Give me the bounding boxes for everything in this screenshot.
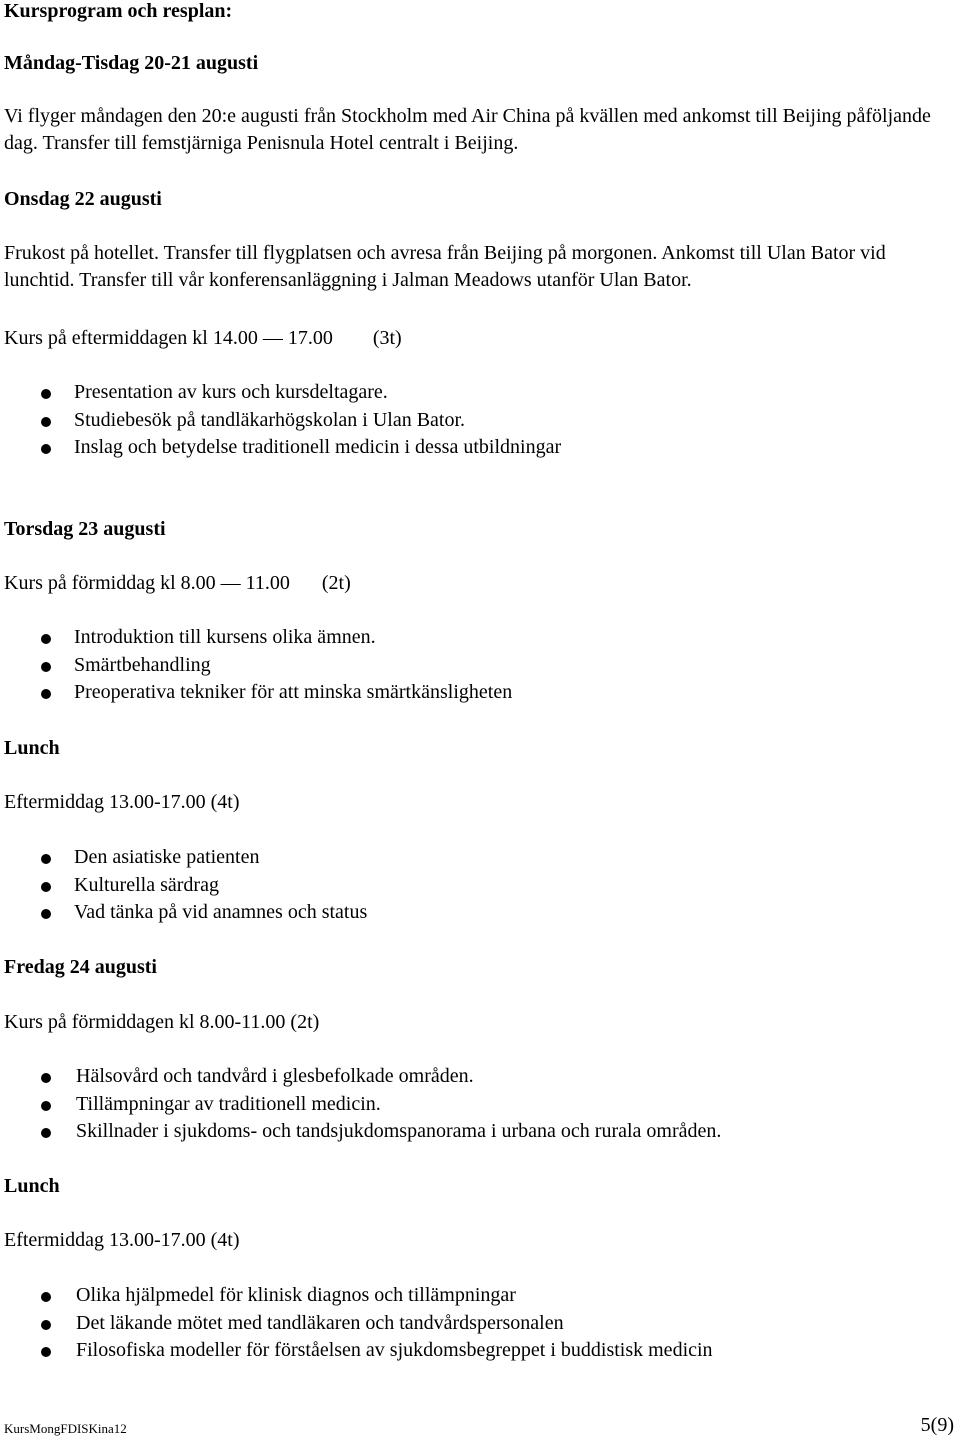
day-heading-wed: Onsdag 22 augusti (4, 188, 162, 210)
page-title: Kursprogram och resplan: (4, 0, 233, 22)
day-heading-mon-tue: Måndag-Tisdag 20-21 augusti (4, 52, 259, 74)
bullet-icon (41, 689, 51, 699)
bullet-icon (41, 1073, 51, 1083)
footer-page-number: 5(9) (920, 1414, 954, 1436)
day-text-mon-tue: Vi flyger måndagen den 20:e augusti från Stockholm med Air China på kvällen med ankomst till Beijing påföljande dag. Transfer till femstjärniga Penisnula Hotel centralt i Beijing. (4, 105, 931, 154)
bullet-icon (41, 662, 51, 672)
session-hours: (2t) (321, 572, 351, 594)
bullet-icon (41, 854, 51, 864)
session-thu-afternoon: Eftermiddag 13.00-17.00 (4t) (4, 791, 240, 813)
bullet-icon (41, 1320, 51, 1330)
bullet-icon (41, 1101, 51, 1111)
session-hours: (3t) (372, 327, 402, 349)
session-label: Kurs på eftermiddagen kl 14.00 — 17.00 (4, 327, 333, 349)
bullet-icon (41, 444, 51, 454)
bullet-icon (41, 1292, 51, 1302)
footer-document-id: KursMongFDISKina12 (4, 1421, 127, 1436)
bullet-icon (41, 1347, 51, 1357)
session-thu-morning (4, 572, 351, 594)
bullet-icon (41, 909, 51, 919)
day-heading-fri: Fredag 24 augusti (4, 956, 157, 978)
session-label: Kurs på förmiddag kl 8.00 — 11.00 (4, 572, 290, 594)
bullet-icon (41, 882, 51, 892)
day-text-wed: Frukost på hotellet. Transfer till flygplatsen och avresa från Beijing på morgonen. Ankomst till Ulan Bator vid lunchtid. Transfer till vår konferensanläggning i Jalman Meadows utanför Ulan Bator. (4, 242, 886, 291)
session-fri-morning: Kurs på förmiddagen kl 8.00-11.00 (2t) (4, 1011, 320, 1033)
bullet-icon (41, 417, 51, 427)
lunch-label-fri: Lunch (4, 1175, 60, 1197)
bullet-icon (41, 389, 51, 399)
session-wed-afternoon (4, 327, 402, 349)
session-fri-afternoon: Eftermiddag 13.00-17.00 (4t) (4, 1229, 240, 1251)
bullet-icon (41, 1128, 51, 1138)
lunch-label-thu: Lunch (4, 737, 60, 759)
bullet-icon (41, 634, 51, 644)
day-heading-thu: Torsdag 23 augusti (4, 518, 166, 540)
